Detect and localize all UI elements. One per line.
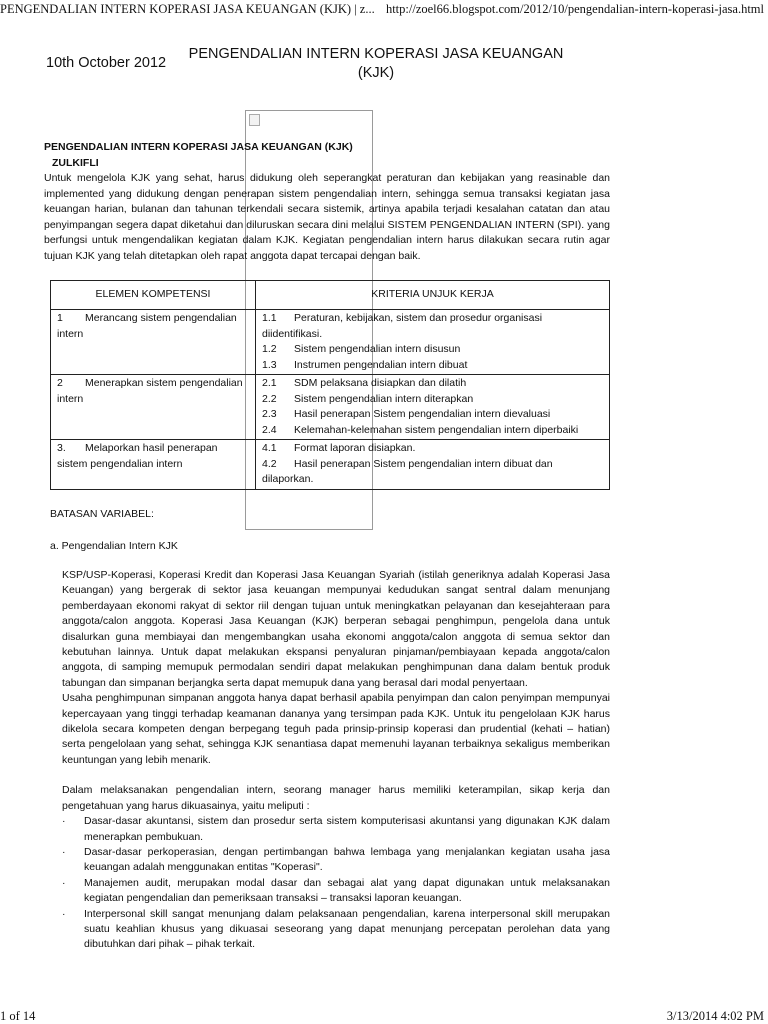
table-header-criteria: KRITERIA UNJUK KERJA bbox=[256, 281, 610, 310]
list-item: · Interpersonal skill sangat menunjang dalam pelaksanaan pengendalian, karena interpersonal skill merupakan suatu keahlian khusus yang dikuasai seseorang yang dapat menunjang percepatan perolehan data yang dibutuhkan dari pihak – pihak terkait. bbox=[62, 907, 610, 953]
competency-table bbox=[50, 280, 610, 490]
criteria-item: 2.1 SDM pelaksana disiapkan dan dilatih bbox=[262, 377, 467, 389]
article-author: ZULKIFLI bbox=[52, 156, 99, 169]
bullet-icon: · bbox=[62, 876, 66, 889]
criteria-item: 1.1 Peraturan, kebijakan, sistem dan prosedur organisasi diidentifikasi. bbox=[262, 312, 543, 340]
element-cell bbox=[51, 440, 256, 490]
paragraph-kjk-trust: Usaha penghimpunan simpanan anggota hanya dapat berhasil apabila penyimpan dan calon penyimpan mempunyai kepercayaan yang tinggi terhadap keamanan dananya yang tersimpan pada KJK. Untuk itu pengelolaan KJK harus dikelola secara kompeten dengan berpegang teguh pada prinsip-prinsip koperasi dan prudential (kehati – hatian) serta pengelolaan yang sehat, sehingga KJK senantiasa dapat memenuhi layanan terbaiknya sekaligus memberikan keuntungan yang lebih menarik. bbox=[62, 692, 610, 766]
article-body bbox=[44, 140, 610, 264]
print-header-title: PENGENDALIAN INTERN KOPERASI JASA KEUANGAN (KJK) | z... bbox=[0, 2, 375, 16]
post-title-line2: (KJK) bbox=[357, 65, 395, 81]
table-header-row bbox=[51, 281, 610, 310]
element-number: 3. bbox=[57, 442, 66, 454]
post-title bbox=[176, 45, 576, 83]
element-number: 2 bbox=[57, 377, 63, 389]
criteria-item: 2.2 Sistem pengendalian intern diterapkan bbox=[262, 392, 474, 405]
bullet-icon: · bbox=[62, 845, 66, 858]
criteria-item: 2.4 Kelemahan-kelemahan sistem pengendalian intern diperbaiki bbox=[262, 423, 579, 436]
print-datetime: 3/13/2014 4:02 PM bbox=[666, 1009, 764, 1023]
criteria-item: 1.3 Instrumen pengendalian intern dibuat bbox=[262, 358, 468, 371]
bullet-icon: · bbox=[62, 815, 66, 828]
element-text: Merancang sistem pengendalian intern bbox=[57, 312, 237, 340]
criteria-item: 4.2 Hasil penerapan Sistem pengendalian intern dibuat dan dilaporkan. bbox=[262, 457, 553, 485]
element-text: Menerapkan sistem pengendalian intern bbox=[57, 377, 243, 405]
criteria-cell bbox=[256, 375, 610, 440]
print-header-url: http://zoel66.blogspot.com/2012/10/pengendalian-intern-koperasi-jasa.html bbox=[385, 2, 764, 16]
subsection-label-a: a. Pengendalian Intern KJK bbox=[50, 540, 178, 552]
table-row bbox=[51, 375, 610, 440]
table-header-element: ELEMEN KOMPETENSI bbox=[51, 281, 256, 310]
table-row bbox=[51, 310, 610, 375]
criteria-item: 2.3 Hasil penerapan Sistem pengendalian intern dievaluasi bbox=[262, 408, 551, 420]
list-item: · Dasar-dasar perkoperasian, dengan pertimbangan bahwa lembaga yang menjalankan kegiatan usaha jasa keuangan adalah menggunakan entitas "Koperasi". bbox=[62, 845, 610, 876]
paragraph-manager-skills: Dalam melaksanakan pengendalian intern, seorang manager harus memiliki keterampilan, sikap kerja dan pengetahuan yang harus dikuasainya, yaitu meliputi : bbox=[62, 784, 610, 812]
criteria-item: 1.2 Sistem pengendalian intern disusun bbox=[262, 343, 461, 355]
criteria-cell bbox=[256, 310, 610, 375]
bullet-icon: · bbox=[62, 907, 66, 920]
article-intro: Untuk mengelola KJK yang sehat, harus didukung oleh seperangkat peraturan dan kebijakan yang reasinable dan implemented yang didukung dengan penerapan sistem pengendalian intern, sehingga semua transaksi kegiatan jasa keuangan harian, bulanan dan tahunan terkendali secara sistemik, artinya apabila terjadi kesalahan catatan dan atau penyimpangan segera dapat diketahui dan diluruskan secara dini melalui SISTEM PENGENDALIAN INTERN (SPI). yang berfungsi untuk mengendalikan kegiatan dalam KJK. Kegiatan pengendalian intern harus dilakukan secara rutin agar tujuan KJK yang telah ditetapkan oleh rapat anggota dapat tercapai dengan baik. bbox=[44, 172, 610, 262]
post-date: 10th October 2012 bbox=[46, 55, 167, 71]
page-counter: 1 of 14 bbox=[0, 1009, 36, 1023]
post-title-line1: PENGENDALIAN INTERN KOPERASI JASA KEUANGAN bbox=[188, 46, 564, 62]
table-row bbox=[51, 440, 610, 490]
element-cell bbox=[51, 310, 256, 375]
article-heading: PENGENDALIAN INTERN KOPERASI JASA KEUANGAN (KJK) bbox=[44, 141, 353, 153]
list-item: · Dasar-dasar akuntansi, sistem dan prosedur serta sistem komputerisasi akuntansi yang digunakan KJK dalam menerapkan pembukuan. bbox=[62, 814, 610, 845]
criteria-cell bbox=[256, 440, 610, 490]
criteria-item: 4.1 Format laporan disiapkan. bbox=[262, 442, 416, 454]
element-cell bbox=[51, 375, 256, 440]
list-item: · Manajemen audit, merupakan modal dasar dan sebagai alat yang dapat digunakan untuk melaksanakan kegiatan pengendalian dan pemeriksaan transaksi – transaksi laporan keuangan. bbox=[62, 876, 610, 907]
element-number: 1 bbox=[57, 312, 63, 324]
element-text: Melaporkan hasil penerapan sistem pengendalian intern bbox=[57, 442, 218, 470]
broken-image-icon bbox=[249, 114, 260, 126]
section-label-batasan: BATASAN VARIABEL: bbox=[50, 508, 154, 520]
paragraph-kjk-role: KSP/USP-Koperasi, Koperasi Kredit dan Koperasi Jasa Keuangan Syariah (istilah generiknya adalah Koperasi Jasa Keuangan) yang bergerak di sektor jasa keuangan mempunyai kedudukan sangat sentral dalam menunjang pemberdayaan ekonomi rakyat di sektor riil dengan tujuan untuk meningkatkan pelayanan dan kesejahteraan para anggota/calon anggota. Koperasi Jasa Keuangan (KJK) berperan sebagai penghimpun, pengelola dana untuk disalurkan guna membiayai dan mengembangkan usaha ekonomi anggota/calon anggota di semua sektor dan kebutuhan lainnya. Untuk dapat melakukan ekspansi penyaluran pinjaman/pembiayaan kepada anggota/calon anggota, di samping memupuk permodalan sendiri dapat melakukan penghimpunan dana dalam bentuk produk tabungan dan simpanan berjangka serta dapat memupuk dana yang berasal dari modal penyertaan. bbox=[62, 569, 610, 689]
batasan-body bbox=[62, 568, 610, 953]
